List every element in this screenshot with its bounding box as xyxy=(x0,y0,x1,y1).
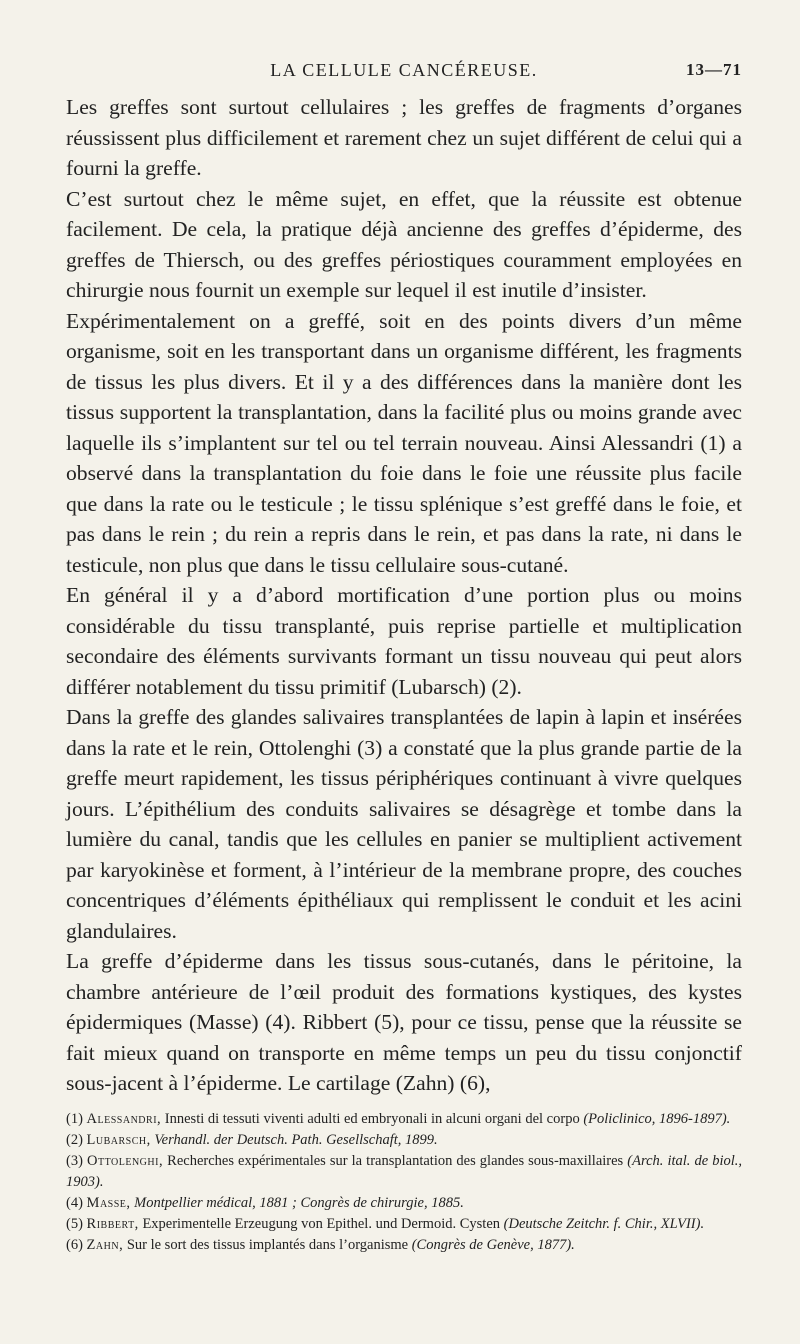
paragraph: Expérimentalement on a greffé, soit en des points divers d’un même organisme, soit en les transportant dans un organisme différent, les fragments de tissus les plus divers. Et il y a des différences dans la manière dont les tissus supportent la transplantation, dans la facilité plus ou moins grande avec laquelle ils s’implantent sur tel ou tel terrain nouveau. Ainsi Alessandri (1) a observé dans la transplantation du foie dans le foie une réussite plus facile que dans la rate ou le testicule ; le tissu splénique s’est greffé dans le foie, et pas dans le rein ; du rein a repris dans le rein, et pas dans la rate, ni dans le testicule, non plus que dans le tissu cellulaire sous-cutané. xyxy=(66,308,742,577)
footnote-author: Alessandri, xyxy=(86,1110,162,1127)
footnote xyxy=(66,1151,742,1193)
footnote-text: Innesti di tessuti viventi adulti ed embryonali in alcuni organi del corpo xyxy=(164,1110,580,1127)
footnote xyxy=(66,1235,742,1256)
footnote-source: (Arch. ital. de biol., 1903). xyxy=(66,1152,743,1190)
paragraph: C’est surtout chez le même sujet, en effet, que la réussite est obtenue facilement. De cela, la pratique déjà ancienne des greffes d’épiderme, des greffes de Thiersch, ou des greffes périostiques couramment employées en chirurgie nous fournit un exemple sur lequel il est inutile d’insister. xyxy=(66,186,742,302)
paragraph: Les greffes sont surtout cellulaires ; les greffes de fragments d’organes réussissent plus difficilement et rarement chez un sujet différent de celui qui a fourni la greffe. xyxy=(66,95,742,180)
footnote-source: (Congrès de Genève, 1877). xyxy=(411,1236,575,1253)
footnote xyxy=(66,1193,742,1214)
footnote xyxy=(66,1130,742,1151)
footnote-number: (1) xyxy=(66,1110,83,1127)
footnote-source: Verhandl. der Deutsch. Path. Gesellschaft, 1899. xyxy=(154,1131,438,1148)
paragraph: Dans la greffe des glandes salivaires transplantées de lapin à lapin et insérées dans la rate et le rein, Ottolenghi (3) a constaté que la plus grande partie de la greffe meurt rapidement, les tissus périphériques continuant à vivre quelques jours. L’épithélium des conduits salivaires se désagrège et tombe dans la lumière du canal, tandis que les cellules en panier se multiplient activement par karyokinèse et forment, à l’intérieur de la membrane propre, des couches concentriques d’éléments épithéliaux qui remplissent le conduit et les acini glandulaires. xyxy=(66,705,742,943)
running-title: LA CELLULE CANCÉREUSE. xyxy=(270,60,538,80)
footnote-source: Montpellier médical, 1881 ; Congrès de chirurgie, 1885. xyxy=(134,1194,464,1211)
footnote-text: Sur le sort des tissus implantés dans l’organisme xyxy=(126,1236,409,1253)
footnote-number: (2) xyxy=(66,1131,83,1148)
footnote-number: (6) xyxy=(66,1236,83,1253)
footnote-text: Recherches expérimentales sur la transplantation des glandes sous-maxillaires xyxy=(167,1152,624,1169)
footnotes xyxy=(66,1109,742,1256)
footnote-author: Ribbert, xyxy=(86,1215,139,1232)
footnote-number: (4) xyxy=(66,1194,83,1211)
footnote xyxy=(66,1109,742,1130)
footnote-source: (Policlinico, 1896-1897). xyxy=(583,1110,731,1127)
footnote-text: Experimentelle Erzeugung von Epithel. und Dermoid. Cysten xyxy=(142,1215,501,1232)
footnote-author: Zahn, xyxy=(86,1236,124,1253)
footnote-number: (3) xyxy=(66,1152,83,1169)
running-head xyxy=(66,52,742,92)
page-number: 13—71 xyxy=(686,60,742,79)
paragraph: En général il y a d’abord mortification d’une portion plus ou moins considérable du tissu transplanté, puis reprise partielle et multiplication secondaire des éléments survivants formant un tissu nouveau qui peut alors différer notablement du tissu primitif (Lubarsch) (2). xyxy=(66,583,742,699)
footnote-source: (Deutsche Zeitchr. f. Chir., XLVII). xyxy=(503,1215,705,1232)
footnote-number: (5) xyxy=(66,1215,83,1232)
body-text xyxy=(66,92,742,1099)
paragraph: La greffe d’épiderme dans les tissus sous-cutanés, dans le péritoine, la chambre antérieure de l’œil produit des formations kystiques, des kystes épidermiques (Masse) (4). Ribbert (5), pour ce tissu, pense que la réussite se fait mieux quand on transporte en même temps un peu du tissu conjonctif sous-jacent à l’épiderme. Le cartilage (Zahn) (6), xyxy=(66,949,742,1095)
footnote-author: Lubarsch, xyxy=(86,1131,151,1148)
footnote xyxy=(66,1214,742,1235)
footnote-author: Masse, xyxy=(86,1194,131,1211)
footnote-author: Ottolenghi, xyxy=(87,1152,164,1169)
